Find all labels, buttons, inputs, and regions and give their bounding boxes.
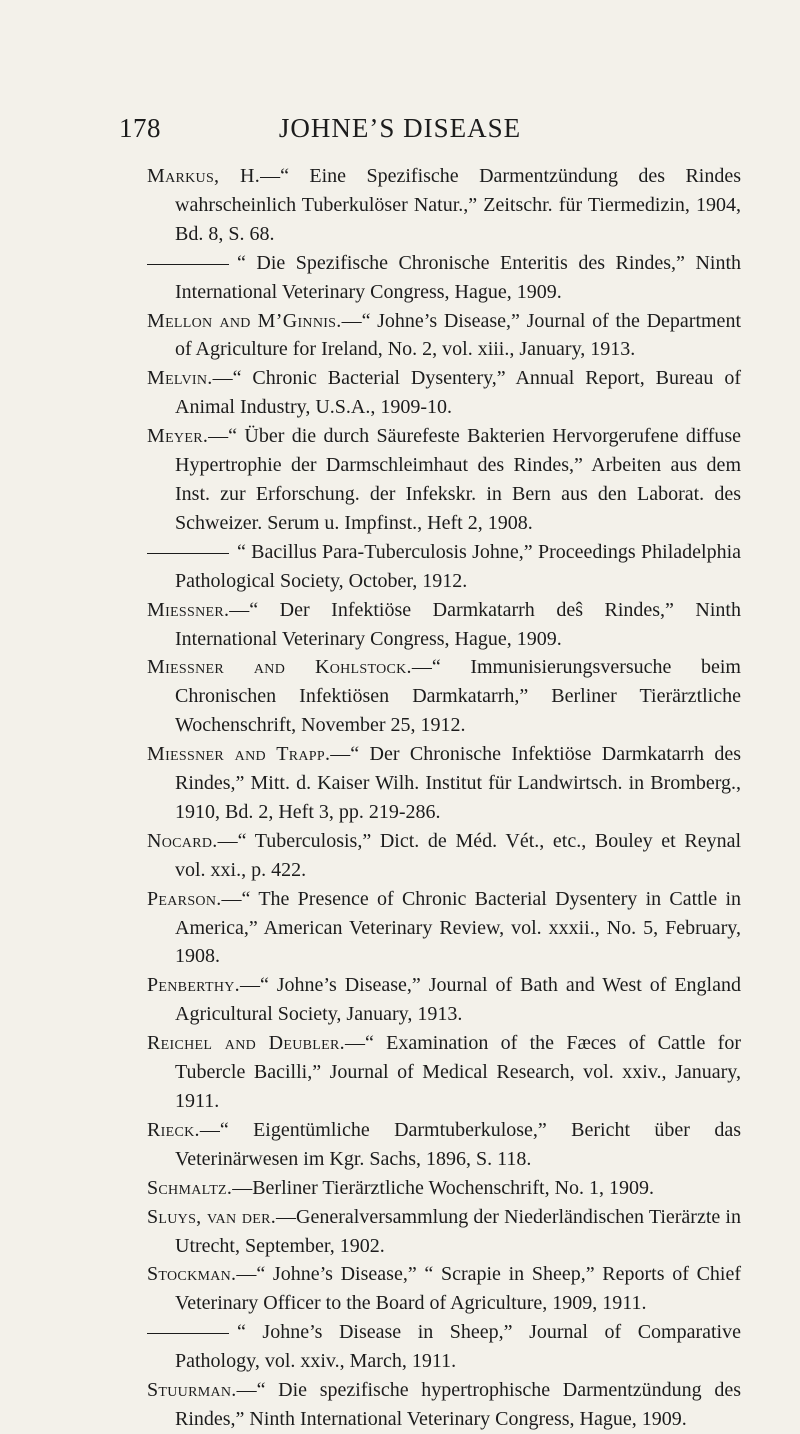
reference-author: Rieck. xyxy=(147,1118,200,1141)
reference-entry xyxy=(147,885,741,972)
reference-entry xyxy=(147,596,741,654)
ditto-dash xyxy=(147,264,229,265)
reference-text: “ Johne’s Disease in Sheep,” Journal of Comparative Pathology, vol. xxiv., March, 1911. xyxy=(175,1321,741,1373)
reference-entry xyxy=(147,422,741,538)
reference-text: —“ Der Chronische Infektiöse Darmkatarrh des Rindes,” Mitt. d. Kaiser Wilh. Institut für Landwirtsch. in Bromberg., 1910, Bd. 2, Heft 3, pp. 219-286. xyxy=(175,743,742,823)
reference-author: Reichel and Deubler. xyxy=(147,1032,345,1055)
reference-text: —“ Über die durch Säurefeste Bakterien Hervorgerufene diffuse Hypertrophie der Darmschleimhaut des Rindes,” Arbeiten aus dem Inst. zur Erforschung. der Infekskr. in Bern aus den Laborat. des Schweizer. Serum u. Impfinst., Heft 2, 1908. xyxy=(175,425,741,534)
reference-author: Sluys, van der. xyxy=(147,1205,277,1228)
reference-author: Miessner and Trapp. xyxy=(147,743,331,766)
page-number: 178 xyxy=(119,113,161,143)
reference-text: —“ Examination of the Fæces of Cattle for Tubercle Bacilli,” Journal of Medical Research, vol. xxiv., January, 1911. xyxy=(175,1032,741,1112)
reference-entry xyxy=(147,1029,741,1116)
reference-text: —“ Eine Spezifische Darmentzündung des Rindes wahrscheinlich Tuberkulöser Natur.,” Zeitschr. für Tiermedizin, 1904, Bd. 8, S. 68. xyxy=(175,165,741,245)
reference-text: —“ Tuberculosis,” Dict. de Méd. Vét., etc., Bouley et Reynal vol. xxi., p. 422. xyxy=(175,829,741,881)
reference-entry xyxy=(147,538,741,596)
reference-entry xyxy=(147,364,741,422)
reference-entry xyxy=(147,307,741,365)
reference-entry xyxy=(147,740,741,827)
reference-entry xyxy=(147,653,741,740)
reference-text: “ Bacillus Para-Tuberculosis Johne,” Proceedings Philadelphia Pathological Society, October, 1912. xyxy=(175,540,741,592)
reference-text: —“ Chronic Bacterial Dysentery,” Annual Report, Bureau of Animal Industry, U.S.A., 1909-10. xyxy=(175,367,741,419)
reference-entry xyxy=(147,971,741,1029)
reference-author: Penberthy. xyxy=(147,974,240,997)
reference-entry xyxy=(147,827,741,885)
reference-author: Melvin. xyxy=(147,367,213,390)
reference-text: —Berliner Tierärztliche Wochenschrift, No. 1, 1909. xyxy=(232,1176,655,1199)
reference-entry xyxy=(147,1318,741,1376)
reference-text: —“ Johne’s Disease,” “ Scrapie in Sheep,” Reports of Chief Veterinary Officer to the Board of Agriculture, 1909, 1911. xyxy=(175,1263,741,1315)
running-head: JOHNE’S DISEASE xyxy=(278,113,522,143)
reference-author: Nocard. xyxy=(147,829,218,852)
reference-list xyxy=(147,162,741,1434)
reference-entry xyxy=(147,1174,741,1203)
reference-author: Miessner and Kohlstock. xyxy=(147,656,412,679)
reference-entry xyxy=(147,1203,741,1261)
ditto-dash xyxy=(147,553,229,554)
reference-text: —“ Johne’s Disease,” Journal of the Department of Agriculture for Ireland, No. 2, vol. xiii., January, 1913. xyxy=(175,309,741,361)
reference-entry xyxy=(147,1116,741,1174)
reference-author: Miessner. xyxy=(147,598,230,621)
reference-author: Mellon and M’Ginnis. xyxy=(147,309,342,332)
reference-entry xyxy=(147,162,741,249)
reference-text: —Generalversammlung der Niederländischen Tierärzte in Utrecht, September, 1902. xyxy=(175,1205,741,1257)
reference-author: Pearson. xyxy=(147,887,222,910)
reference-text: —“ The Presence of Chronic Bacterial Dysentery in Cattle in America,” American Veterinary Review, vol. xxxii., No. 5, February, 1908. xyxy=(175,887,741,968)
reference-text: —“ Johne’s Disease,” Journal of Bath and West of England Agricultural Society, January, 1913. xyxy=(175,974,741,1026)
reference-author: Markus, H. xyxy=(147,165,261,187)
page-header xyxy=(0,113,800,153)
reference-entry xyxy=(147,1260,741,1318)
reference-author: Meyer. xyxy=(147,425,209,448)
reference-entry xyxy=(147,249,741,307)
reference-author: Stockman. xyxy=(147,1263,237,1286)
ditto-dash xyxy=(147,1333,229,1334)
reference-text: “ Die Spezifische Chronische Enteritis des Rindes,” Ninth International Veterinary Congress, Hague, 1909. xyxy=(175,251,741,303)
reference-text: —“ Die spezifische hypertrophische Darmentzündung des Rindes,” Ninth International Veterinary Congress, Hague, 1909. xyxy=(175,1379,741,1430)
reference-text: —“ Der Infektiöse Darmkatarrh deŝ Rindes,” Ninth International Veterinary Congress, Hague, 1909. xyxy=(175,598,741,650)
reference-author: Schmaltz. xyxy=(147,1176,233,1199)
reference-text: —“ Eigentümliche Darmtuberkulose,” Bericht über das Veterinärwesen im Kgr. Sachs, 1896, S. 118. xyxy=(175,1118,741,1170)
reference-entry xyxy=(147,1376,741,1434)
reference-text: —“ Immunisierungsversuche beim Chronischen Infektiösen Darmkatarrh,” Berliner Tierärztliche Wochenschrift, November 25, 1912. xyxy=(175,656,741,737)
reference-author: Stuurman. xyxy=(147,1379,237,1402)
